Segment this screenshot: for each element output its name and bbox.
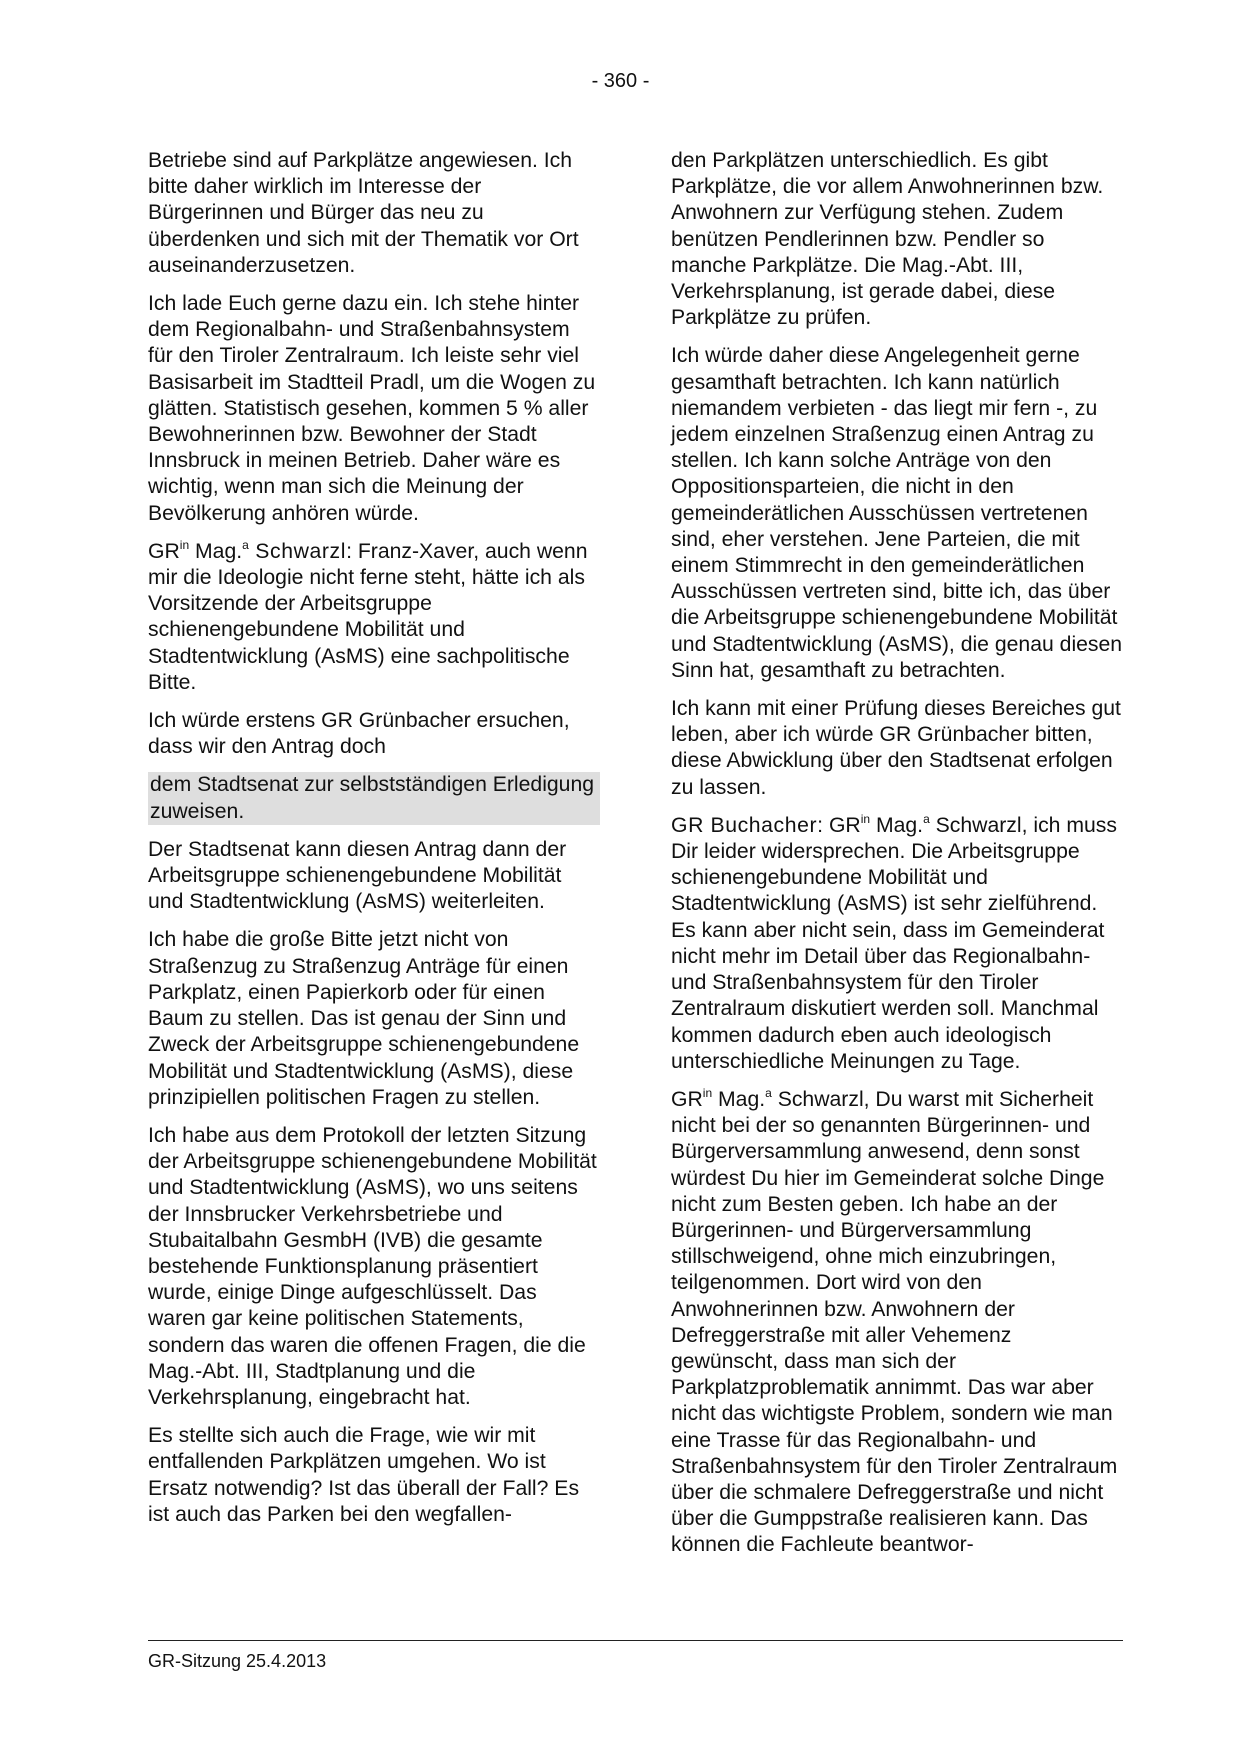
speaker-title: Mag.: [189, 539, 243, 563]
paragraph: Betriebe sind auf Parkplätze angewiesen. Ich bitte daher wirklich im Interesse der Bürgerinnen und Bürger das neu zu überdenken und sich mit der Thematik vor Ort auseinanderzusetzen.: [148, 149, 579, 277]
paragraph: Es stellte sich auch die Frage, wie wir mit entfallenden Parkplätzen umgehen. Wo ist Ersatz notwendig? Ist das überall der Fall? Es ist auch das Parken bei den wegfallen-: [148, 1424, 580, 1526]
speaker-title: GR: [671, 1087, 703, 1111]
speaker-paragraph: [671, 813, 1123, 1075]
paragraph: Ich habe die große Bitte jetzt nicht von Straßenzug zu Straßenzug Anträge für einen Parkplatz, einen Papierkorb oder für einen Baum zu stellen. Das ist genau der Sinn und Zweck der Arbeitsgruppe schienengebundene Mobilität und Stadtentwicklung (AsMS), diese prinzipiellen politischen Fragen zu stellen.: [148, 928, 580, 1109]
superscript: in: [702, 1085, 713, 1100]
paragraph: Der Stadtsenat kann diesen Antrag dann der Arbeitsgruppe schienengebundene Mobilität und Stadtentwicklung (AsMS) weiterleiten.: [148, 837, 567, 914]
paragraph: Ich würde daher diese Angelegenheit gerne gesamthaft betrachten. Ich kann natürlich niemandem verbieten - das liegt mir fern -, zu jedem einzelnen Straßenzug einen Antrag zu stellen. Ich kann solche Anträge von den Oppositionsparteien, die nicht in den gemeinderätlichen Ausschüssen vertretenen sind, eher verstehen. Jene Parteien, die mit einem Stimmrecht in den gemeinderätlichen Ausschüssen vertreten sind, bitte ich, das über die Arbeitsgruppe schienengebundene Mobilität und Stadtentwicklung (AsMS), die genau diesen Sinn hat, gesamthaft zu betrachten.: [671, 344, 1123, 682]
speaker-title: Mag.: [870, 813, 924, 837]
paragraph: den Parkplätzen unterschiedlich. Es gibt Parkplätze, die vor allem Anwohnerinnen bzw. Anwohnern zur Verfügung stehen. Zudem benützen Pendlerinnen bzw. Pendler so manche Parkplätze. Die Mag.-Abt. III, Verkehrsplanung, ist gerade dabei, diese Parkplätze zu prüfen.: [671, 149, 1104, 330]
page-number: - 360 -: [591, 70, 650, 92]
speaker-name: GR Buchacher: [671, 813, 818, 837]
footer-session-label: GR-Sitzung 25.4.2013: [148, 1651, 327, 1671]
right-column: [671, 148, 1123, 1571]
superscript: a: [242, 537, 249, 552]
footer-divider: [148, 1640, 1123, 1641]
highlighted-motion: dem Stadtsenat zur selbstständigen Erledigung zuweisen.: [148, 772, 600, 824]
speaker-name: Schwarzl: [248, 539, 347, 563]
speaker-paragraph: [148, 539, 600, 696]
superscript: a: [765, 1085, 772, 1100]
left-column: [148, 148, 600, 1540]
paragraph: Ich kann mit einer Prüfung dieses Bereiches gut leben, aber ich würde GR Grünbacher bitten, diese Abwicklung über den Stadtsenat erfolgen zu lassen.: [671, 697, 1121, 799]
paragraph: [671, 1087, 1123, 1559]
superscript: in: [179, 537, 190, 552]
paragraph: Ich würde erstens GR Grünbacher ersuchen, dass wir den Antrag doch: [148, 709, 570, 759]
speaker-title: : GR: [817, 813, 861, 837]
superscript: in: [860, 811, 871, 826]
superscript: a: [923, 811, 930, 826]
speech-text: Schwarzl, ich muss Dir leider widersprechen. Die Arbeitsgruppe schienengebundene Mobilität und Stadtentwicklung (AsMS) ist sehr zielführend. Es kann aber nicht sein, dass im Gemeinderat nicht mehr im Detail über das Regionalbahn- und Straßenbahnsystem für den Tiroler Zentralraum diskutiert werden soll. Manchmal kommen dadurch eben auch ideologisch unterschiedliche Meinungen zu Tage.: [671, 813, 1117, 1073]
speech-text: Schwarzl, Du warst mit Sicherheit nicht bei der so genannten Bürgerinnen- und Bürgerversammlung anwesend, denn sonst würdest Du hier im Gemeinderat solche Dinge nicht zum Besten geben. Ich habe an der Bürgerinnen- und Bürgerversammlung stillschweigend, ohne mich einzubringen, teilgenommen. Dort wird von den Anwohnerinnen bzw. Anwohnern der Defreggerstraße mit aller Vehemenz gewünscht, dass man sich der Parkplatzproblematik annimmt. Das war aber nicht das wichtigste Problem, sondern wie man eine Trasse für das Regionalbahn- und Straßenbahnsystem für den Tiroler Zentralraum über die schmalere Defreggerstraße und nicht über die Gumppstraße realisieren kann. Das können die Fachleute beantwor-: [671, 1087, 1118, 1557]
paragraph: Ich lade Euch gerne dazu ein. Ich stehe hinter dem Regionalbahn- und Straßenbahnsystem für den Tiroler Zentralraum. Ich leiste sehr viel Basisarbeit im Stadtteil Pradl, um die Wogen zu glätten. Statistisch gesehen, kommen 5 % aller Bewohnerinnen bzw. Bewohner der Stadt Innsbruck in meinen Betrieb. Daher wäre es wichtig, wenn man sich die Meinung der Bevölkerung anhören würde.: [148, 292, 596, 525]
speaker-title: Mag.: [712, 1087, 766, 1111]
speech-text: : Franz-Xaver, auch wenn mir die Ideologie nicht ferne steht, hätte ich als Vorsitzende der Arbeitsgruppe schienengebundene Mobilität und Stadtentwicklung (AsMS) eine sachpolitische Bitte.: [148, 539, 588, 694]
speaker-title: GR: [148, 539, 180, 563]
paragraph: Ich habe aus dem Protokoll der letzten Sitzung der Arbeitsgruppe schienengebundene Mobilität und Stadtentwicklung (AsMS), wo uns seitens der Innsbrucker Verkehrsbetriebe und Stubaitalbahn GesmbH (IVB) die gesamte bestehende Funktionsplanung präsentiert wurde, einige Dinge aufgeschlüsselt. Das waren gar keine politischen Statements, sondern das waren die offenen Fragen, die die Mag.-Abt. III, Stadtplanung und die Verkehrsplanung, eingebracht hat.: [148, 1123, 597, 1409]
